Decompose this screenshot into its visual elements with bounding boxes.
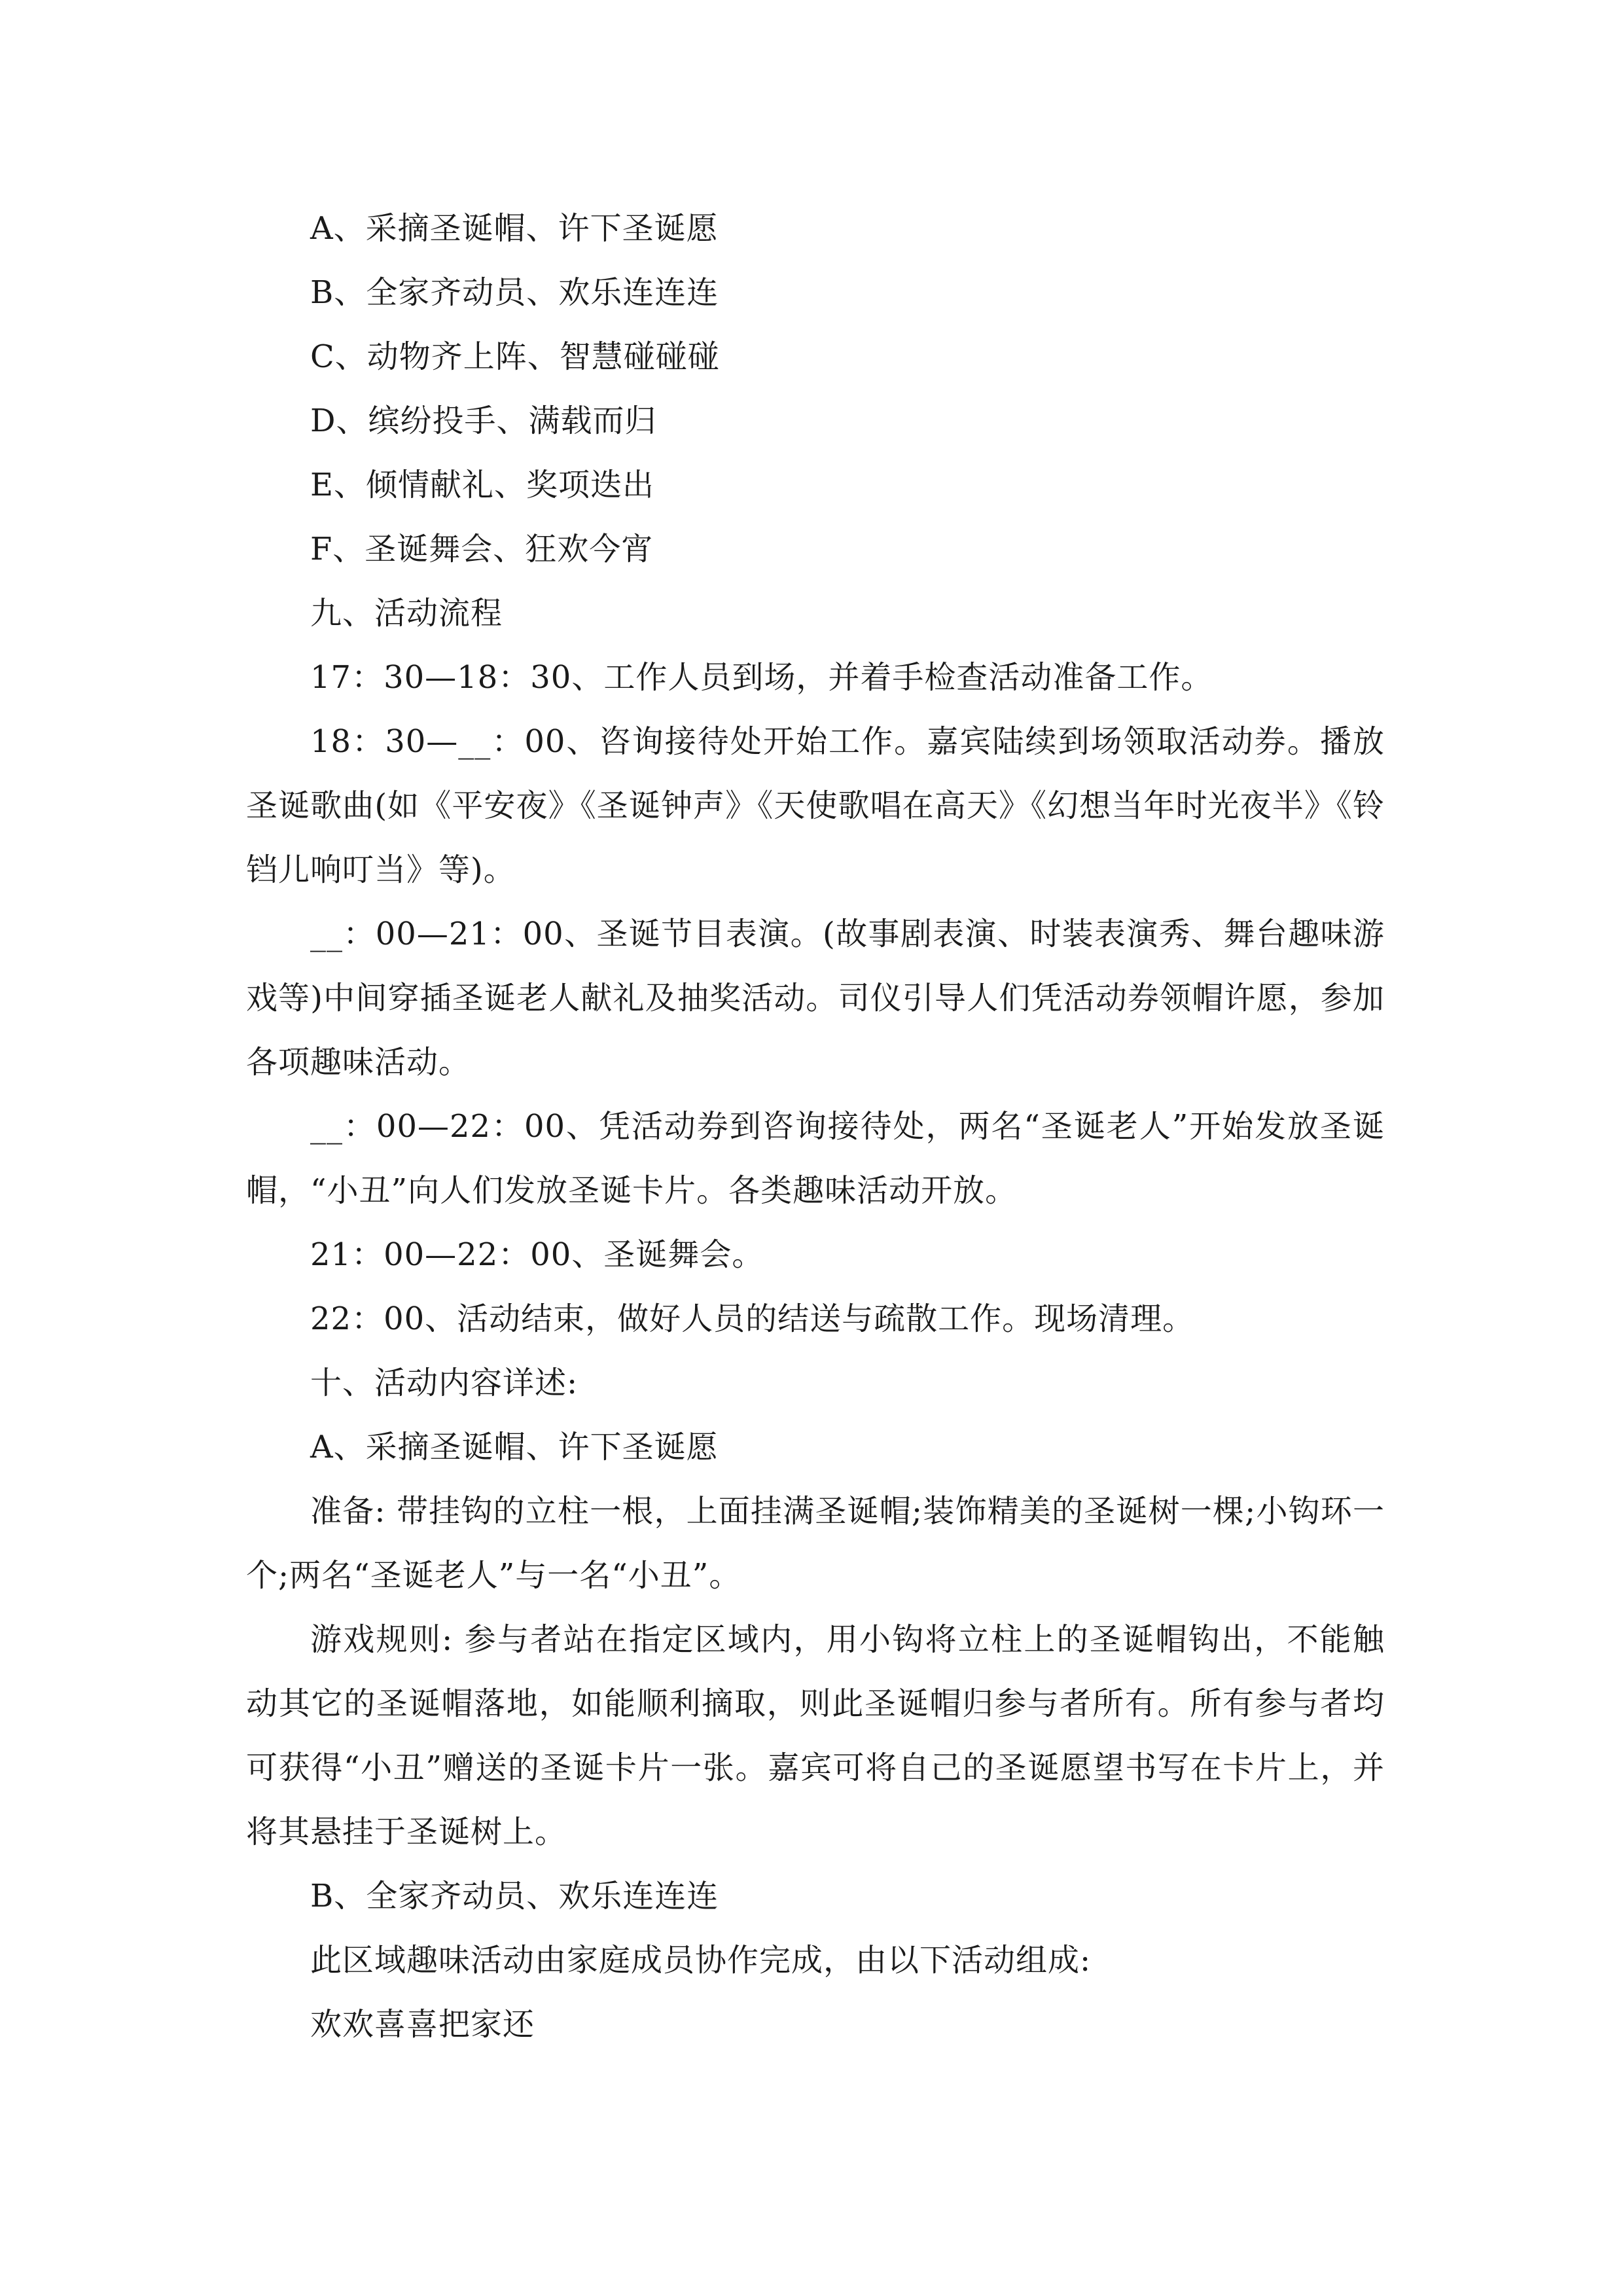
game-rules-paragraph: 游戏规则: 参与者站在指定区域内，用小钩将立柱上的圣诞帽钩出，不能触动其它的圣诞帽落地，如能顺利摘取，则此圣诞帽归参与者所有。所有参与者均可获得“小丑”赠送的圣诞卡片一张。嘉宾可将自己的圣诞愿望书写在卡片上，并将其悬挂于圣诞树上。 (246, 1621, 1385, 1850)
schedule-item-3: __：00—21：00、圣诞节目表演。(故事剧表演、时装表演秀、舞台趣味游戏等)中间穿插圣诞老人献礼及抽奖活动。司仪引导人们凭活动券领帽许愿，参加各项趣味活动。 (246, 916, 1385, 1081)
list-item-e: E、倾情献礼、奖项迭出 (310, 467, 655, 503)
schedule-item-4: __：00—22：00、凭活动券到咨询接待处，两名“圣诞老人”开始发放圣诞帽，“小丑”向人们发放圣诞卡片。各类趣味活动开放。 (246, 1108, 1385, 1209)
list-item-f: F、圣诞舞会、狂欢今宵 (310, 531, 654, 567)
list-item-a: A、采摘圣诞帽、许下圣诞愿 (310, 210, 719, 247)
section-heading-9: 九、活动流程 (310, 595, 503, 632)
preparation-paragraph: 准备: 带挂钩的立柱一根，上面挂满圣诞帽;装饰精美的圣诞树一棵;小钩环一个;两名“圣诞老人”与一名“小丑”。 (246, 1493, 1385, 1594)
subsection-a-title: A、采摘圣诞帽、许下圣诞愿 (310, 1429, 719, 1465)
schedule-item-2: 18：30—__：00、咨询接待处开始工作。嘉宾陆续到场领取活动券。播放圣诞歌曲(如《平安夜》《圣诞钟声》《天使歌唱在高天》《幻想当年时光夜半》《铃铛儿响叮当》等)。 (246, 723, 1385, 888)
intro-paragraph: 此区域趣味活动由家庭成员协作完成，由以下活动组成: (310, 1942, 1092, 1979)
schedule-item-1: 17：30—18：30、工作人员到场，并着手检查活动准备工作。 (310, 659, 1213, 696)
document-body (246, 196, 1385, 2056)
schedule-item-5: 21：00—22：00、圣诞舞会。 (310, 1236, 764, 1273)
list-item-b: B、全家齐动员、欢乐连连连 (310, 274, 719, 311)
section-heading-10: 十、活动内容详述: (310, 1365, 579, 1401)
list-item-c: C、动物齐上阵、智慧碰碰碰 (310, 338, 720, 375)
activity-name: 欢欢喜喜把家还 (310, 2006, 535, 2043)
list-item-d: D、缤纷投手、满载而归 (310, 403, 657, 439)
schedule-item-6: 22：00、活动结束，做好人员的结送与疏散工作。现场清理。 (310, 1300, 1195, 1337)
subsection-b-title: B、全家齐动员、欢乐连连连 (310, 1878, 719, 1914)
